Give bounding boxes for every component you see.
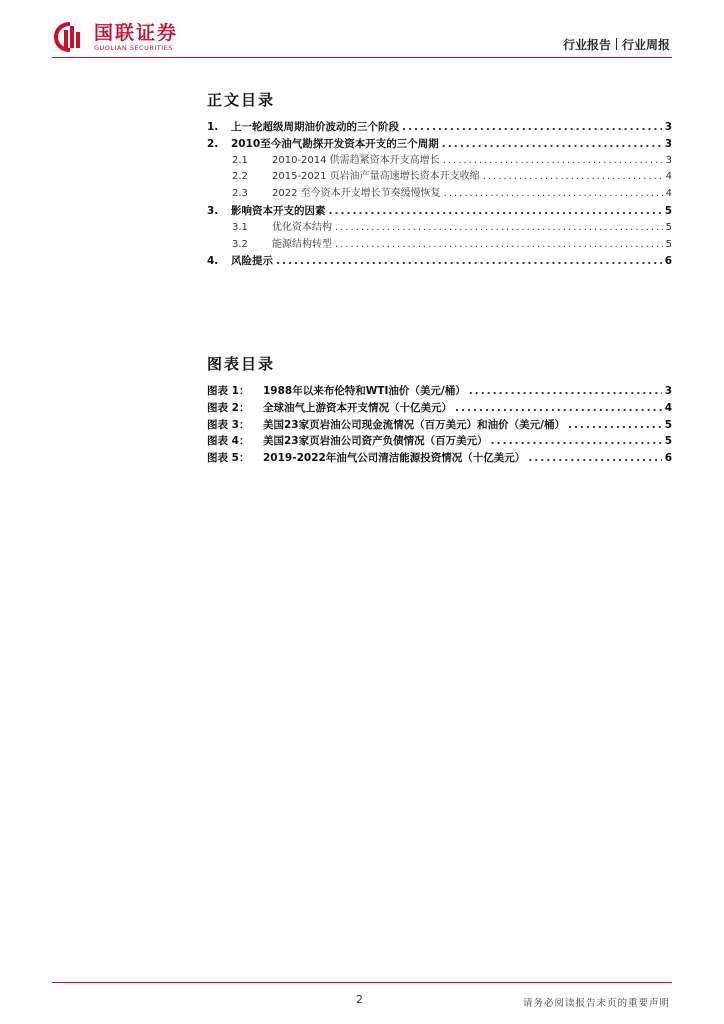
page-number: 2 (356, 993, 363, 1006)
figure-entry[interactable] (207, 383, 672, 400)
dot-leader (402, 119, 662, 136)
figure-title: 2019-2022年油气公司清洁能源投资情况（十亿美元） (263, 452, 526, 465)
figure-entry[interactable] (207, 433, 672, 450)
company-logo (52, 20, 178, 54)
section-title: 2010至今油气勘探开发资本开支的三个周期 (231, 137, 439, 150)
section-number: 2.3 (232, 188, 248, 200)
figure-number: 图表 1： (207, 385, 250, 397)
toc-entry[interactable] (207, 136, 672, 153)
page-ref: 5 (665, 221, 672, 233)
page-ref: 3 (665, 154, 672, 166)
figure-title: 1988年以来布伦特和WTI油价（美元/桶） (263, 385, 466, 397)
page-ref: 5 (665, 238, 672, 250)
page-ref: 3 (664, 385, 672, 397)
page-ref: 4 (665, 188, 672, 200)
dot-leader (443, 153, 663, 170)
toc-entry[interactable] (207, 203, 672, 220)
footer-disclaimer: 请务必阅读报告末页的重要声明 (522, 998, 670, 1009)
logo-english-name: GUOLIAN SECURITIES (94, 44, 173, 52)
section-title: 影响资本开支的因素 (231, 204, 326, 217)
dot-leader (329, 203, 662, 220)
figure-title: 美国23家页岩油公司现金流情况（百万美元）和油价（美元/桶） (263, 418, 565, 431)
dot-leader (335, 237, 663, 254)
dot-leader (442, 136, 662, 153)
section-number: 3.2 (232, 238, 248, 250)
section-title: 上一轮超级周期油价波动的三个阶段 (231, 121, 399, 133)
page-ref: 6 (664, 255, 672, 268)
header-rule (52, 57, 672, 58)
section-title: 能源结构转型 (272, 238, 332, 250)
toc-entry[interactable] (207, 237, 672, 254)
dot-leader (455, 400, 662, 417)
figure-entry[interactable] (207, 417, 672, 434)
figure-entry[interactable] (207, 400, 672, 417)
dot-leader (483, 169, 663, 186)
toc-entry[interactable] (207, 253, 672, 270)
figure-number: 图表 3： (207, 418, 250, 431)
page-ref: 4 (665, 171, 672, 183)
toc-entry[interactable] (207, 119, 672, 136)
figure-entry[interactable] (207, 450, 672, 467)
section-title: 2022 至今资本开支增长节奏缓慢恢复 (272, 188, 441, 200)
section-title: 风险提示 (231, 255, 273, 268)
section-number: 2.1 (232, 154, 248, 166)
section-number: 3.1 (232, 221, 248, 233)
dot-leader (335, 220, 663, 237)
section-number: 1. (207, 121, 219, 133)
section-number: 2.2 (232, 171, 248, 183)
page-ref: 3 (664, 137, 672, 150)
toc-entry[interactable] (207, 169, 672, 186)
toc-list (207, 119, 672, 270)
figure-title: 全球油气上游资本开支情况（十亿美元） (263, 401, 452, 414)
figures-title: 图表目录 (207, 355, 276, 373)
dot-leader (444, 186, 663, 203)
section-title: 优化资本结构 (272, 221, 332, 233)
section-number: 4. (207, 255, 219, 268)
page-ref: 5 (664, 435, 672, 448)
header-divider (616, 38, 617, 50)
report-type: 行业报告 (562, 38, 611, 52)
footer-rule (52, 982, 672, 983)
logo-chinese-name: 国联证券 (94, 22, 179, 44)
toc-entry[interactable] (207, 220, 672, 237)
page-ref: 6 (664, 452, 672, 465)
dot-leader (491, 433, 662, 450)
dot-leader (528, 450, 661, 467)
dot-leader (276, 253, 662, 270)
toc-entry[interactable] (207, 186, 672, 203)
figure-title: 美国23家页岩油公司资产负债情况（百万美元） (263, 435, 488, 448)
page-ref: 5 (664, 204, 672, 217)
section-number: 2. (207, 137, 219, 150)
figure-number: 图表 5： (207, 452, 250, 465)
section-title: 2010-2014 供需趋紧资本开支高增长 (272, 154, 440, 166)
page-header (0, 0, 724, 70)
report-category (563, 36, 670, 53)
toc-title: 正文目录 (207, 91, 276, 109)
dot-leader (469, 383, 662, 400)
figures-list (207, 383, 672, 467)
toc-entry[interactable] (207, 153, 672, 170)
page-ref: 4 (664, 401, 672, 414)
figure-number: 图表 2： (207, 401, 250, 414)
dot-leader (568, 417, 662, 434)
guolian-logo-icon (52, 20, 88, 54)
section-number: 3. (207, 204, 219, 217)
figure-number: 图表 4： (207, 435, 250, 448)
page-ref: 5 (664, 418, 672, 431)
section-title: 2015-2021 页岩油产量高速增长资本开支收缩 (272, 171, 480, 183)
page-ref: 3 (664, 121, 672, 133)
report-subtype: 行业周报 (621, 38, 670, 52)
